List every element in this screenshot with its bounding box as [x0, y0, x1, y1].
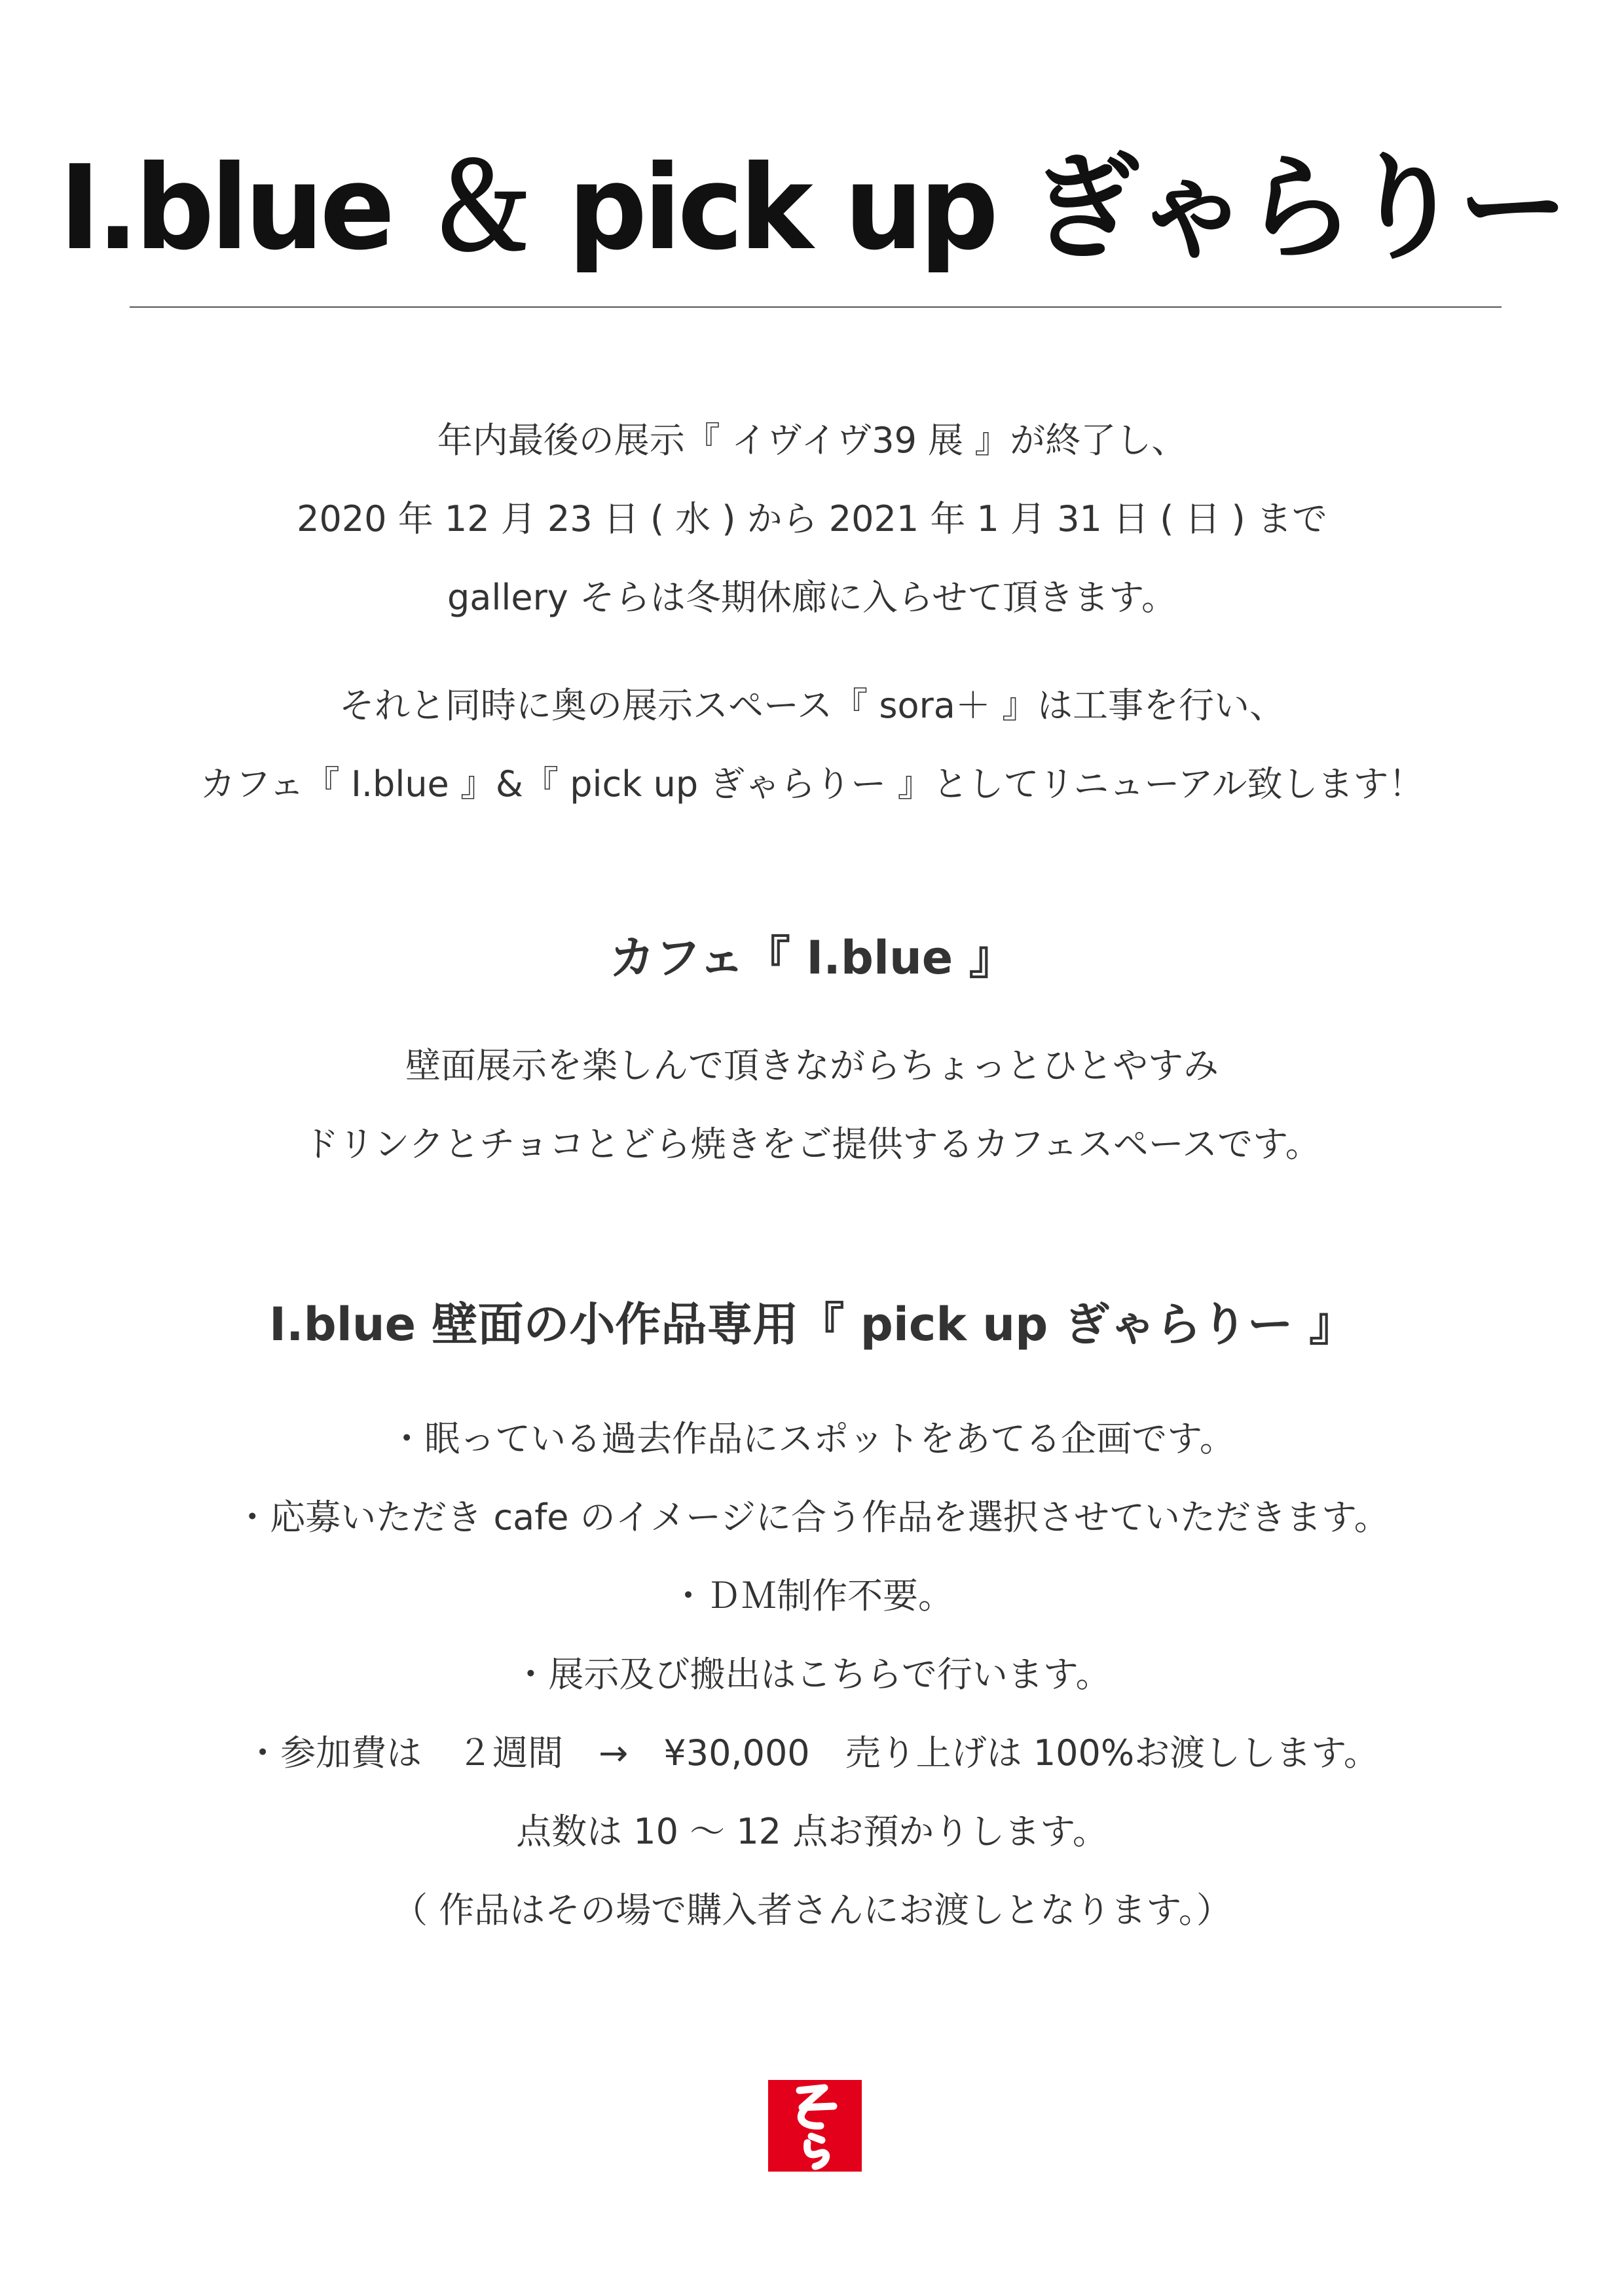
- gallery-line-4: ・展示及び搬出はこちらで行います。: [513, 1654, 1111, 1695]
- intro-line-1: 年内最後の展示『 イヴイヴ39 展 』が終了し、: [437, 420, 1187, 461]
- gallery-heading: I.blue 壁面の小作品専用『 pick up ぎゃらりー 』: [269, 1298, 1355, 1351]
- page-title: I.blue ＆ pick up ぎゃらりー: [59, 140, 1565, 276]
- sora-logo: [768, 2080, 862, 2172]
- intro-line-2: 2020 年 12 月 23 日 ( 水 ) から 2021 年 1 月 31 日 ( 日 ) まで: [297, 498, 1327, 539]
- cafe-line-2: ドリンクとチョコとどら焼きをご提供するカフェスペースです。: [303, 1123, 1321, 1165]
- gallery-line-1: ・眠っている過去作品にスポットをあてる企画です。: [389, 1418, 1235, 1459]
- gallery-line-2: ・応募いただき cafe のイメージに合う作品を選択させていただきます。: [234, 1497, 1390, 1538]
- cafe-heading: カフェ『 I.blue 』: [609, 931, 1015, 985]
- gallery-line-7: （ 作品はその場で購入者さんにお渡しとなります。）: [392, 1889, 1232, 1931]
- title-divider: [130, 306, 1502, 308]
- intro-line-3: gallery そらは冬期休廊に入らせて頂きます。: [447, 577, 1177, 618]
- gallery-line-3: ・ＤＭ制作不要。: [671, 1575, 953, 1616]
- sora-logo-mark: [768, 2080, 862, 2172]
- gallery-line-6: 点数は 10 〜 12 点お預かりします。: [516, 1811, 1108, 1852]
- intro-line-4: それと同時に奥の展示スペース『 sora＋ 』は工事を行い、: [339, 685, 1285, 726]
- cafe-line-1: 壁面展示を楽しんで頂きながらちょっとひとやすみ: [405, 1045, 1219, 1086]
- intro-line-5: カフェ『 I.blue 』&『 pick up ぎゃらりー 』としてリニューアル致します！: [200, 763, 1424, 805]
- gallery-line-5: ・参加費は ２週間 → ¥30,000 売り上げは 100%お渡しします。: [245, 1732, 1379, 1774]
